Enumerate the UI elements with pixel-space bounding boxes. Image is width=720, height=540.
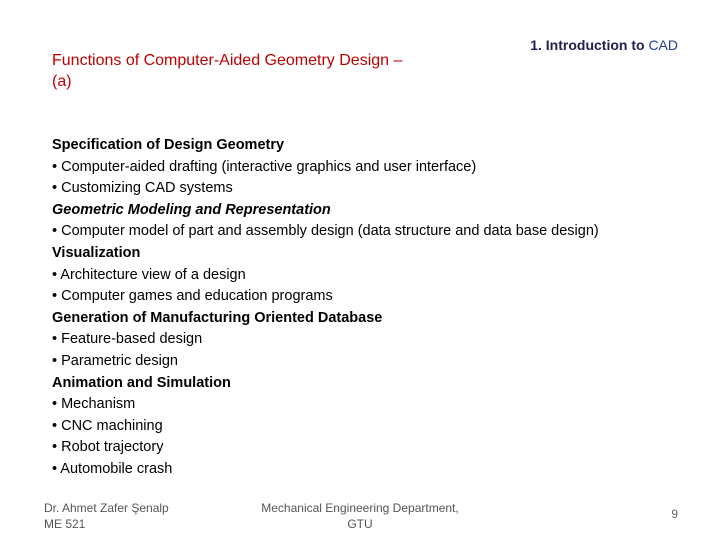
bullet-item: • Architecture view of a design [52,266,246,283]
section-heading: Visualization [52,244,141,261]
footer-author [44,500,169,532]
bullet-item: • Mechanism [52,396,136,413]
section-heading: Animation and Simulation [52,374,231,391]
section-prefix: 1. Introduction to [530,37,645,53]
section-heading: Generation of Manufacturing Oriented Database [52,309,383,326]
section-accent: CAD [648,37,678,53]
bullet-item: • Robot trajectory [52,439,164,456]
section-heading: Specification of Design Geometry [52,137,285,153]
section-label [530,37,678,53]
department-name: Mechanical Engineering Department, [261,501,459,515]
section-heading: Geometric Modeling and Representation [52,201,331,218]
institution-name: GTU [347,517,373,531]
slide-body [52,135,612,481]
bullet-item: • Automobile crash [52,460,173,477]
author-name: Dr. Ahmet Zafer Şenalp [44,501,169,515]
bullet-item: • Computer-aided drafting (interactive graphics and user interface) [52,158,477,175]
footer-department [250,500,470,532]
bullet-item: • Customizing CAD systems [52,180,233,197]
bullet-item: • Computer games and education programs [52,288,333,305]
bullet-item: • CNC machining [52,417,163,434]
slide-title: Functions of Computer-Aided Geometry Design – (a) [52,52,403,90]
bullet-item: • Parametric design [52,352,178,369]
bullet-item: • Feature-based design [52,331,203,348]
course-code: ME 521 [44,517,86,531]
bullet-item: • Computer model of part and assembly design (data structure and data base design) [52,223,599,240]
page-number: 9 [671,507,678,521]
